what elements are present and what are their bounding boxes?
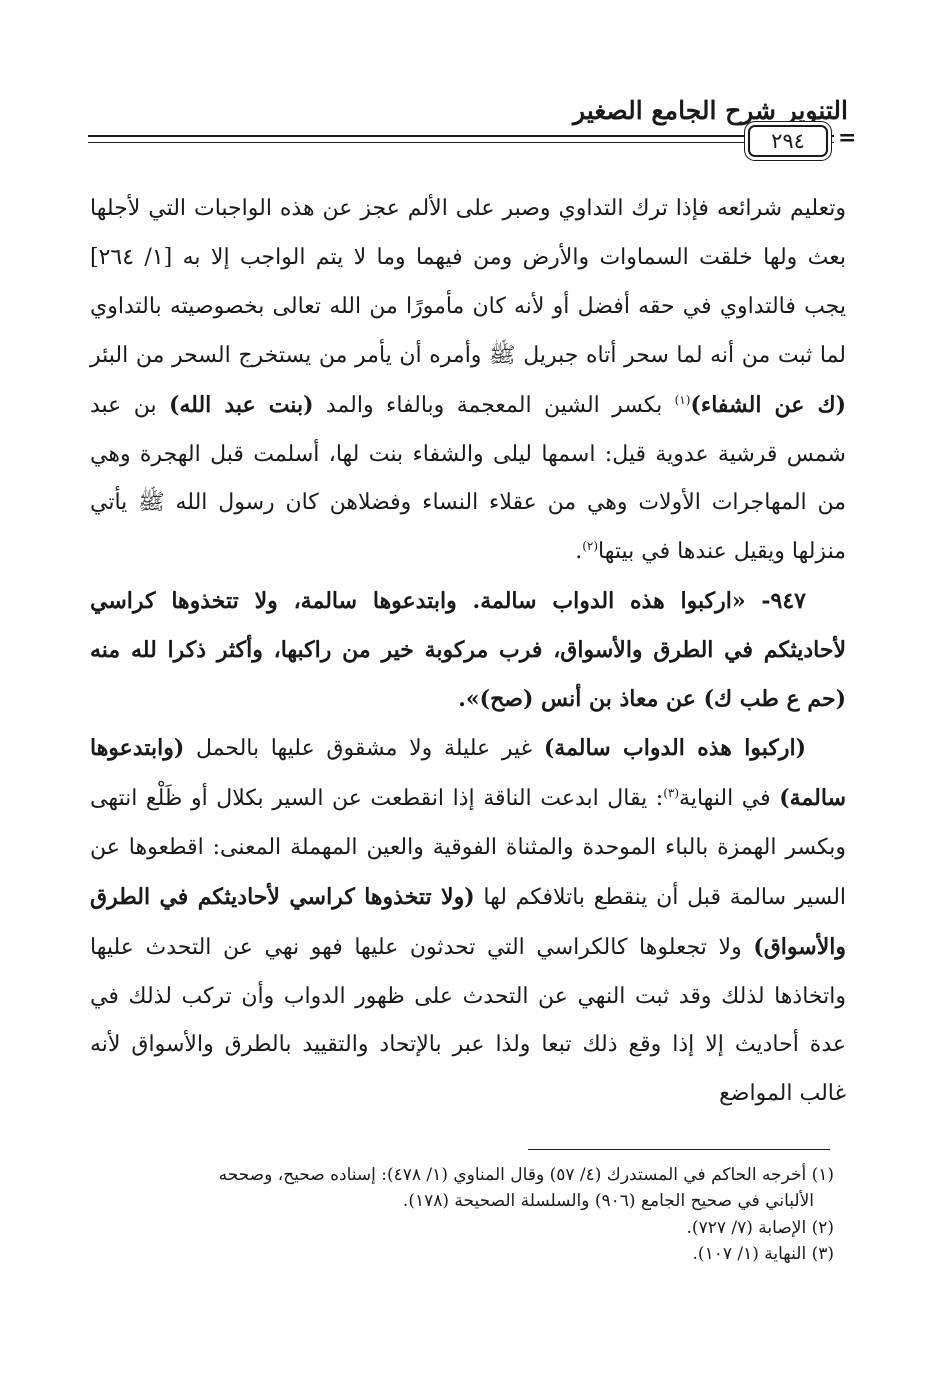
header-rule-thick (88, 135, 848, 137)
hadith-quote: (ولا تتخذوها كراسي لأحاديثكم في الطرق والأسواق) (90, 883, 846, 960)
commentary-paragraph-1 (90, 185, 846, 577)
footnote-marker-2[interactable]: (٢) (582, 539, 599, 554)
text-run: : يقال ابدعت الناقة إذا انقطعت عن السير بكلال أو ظَلْع انتهى وبكسر الهمزة بالباء الموحدة والمثناة الفوقية والعين المهملة المعنى: اقطعوها عن السير سالمة قبل أن ينقطع باتلافكم لها (90, 785, 847, 910)
hadith-quote: (وابتدعوها سالمة) (90, 734, 846, 811)
text-run: بن عبد شمس قرشية عدوية قيل: اسمها ليلى والشفاء بنت لها، أسلمت قبل الهجرة وهي من المهاجرات الأولات وهي من عقلاء النساء وفضلاهن كان رسول الله ﷺ يأتي منزلها ويقيل عندها في بيتها (90, 392, 846, 565)
text-run: بكسر الشين المعجمة وبالفاء والمد (313, 392, 675, 418)
footnote-marker-1[interactable]: (١) (674, 392, 691, 407)
hadith-text: ٩٤٧- «اركبوا هذه الدواب سالمة. وابتدعوها سالمة، ولا تتخذوها كراسي لأحاديثكم في الطرق والأسواق، فرب مركوبة خير من راكبها، وأكثر ذكرا لله منه (حم ع طب ك) عن معاذ بن أنس (صح)». (90, 588, 846, 713)
book-title: التنوير شرح الجامع الصغير (573, 96, 848, 125)
narrator-name: (بنت عبد الله) (168, 391, 314, 418)
footnote-marker-3[interactable]: (٣) (663, 785, 680, 800)
text-run: . (575, 539, 583, 565)
hadith-quote: (اركبوا هذه الدواب سالمة) (543, 734, 806, 761)
main-text (90, 185, 846, 1119)
footnote-1-continuation: الألباني في صحيح الجامع (٩٠٦) والسلسلة الصحيحة (١٧٨). (402, 1191, 814, 1212)
page-number: ٢٩٤ (748, 125, 828, 157)
text-run: ولا تجعلوها كالكراسي التي تحدثون عليها فهو نهي عن التحدث عليها واتخاذها لذلك وقد ثبت النهي عن التحدث على ظهور الدواب وأن تركب لذلك في عدة أحاديث إلا إذا وقع ذلك تبعا ولذا عبر بالإتحاد والتقييد بالطرق والأسواق لأنه غالب المواضع (90, 934, 846, 1107)
text-run: غير عليلة ولا مشقوق عليها بالحمل (184, 735, 544, 761)
commentary-paragraph-2 (90, 724, 846, 1119)
footnotes (90, 1162, 844, 1268)
text-run: وتعليم شرائعه فإذا ترك التداوي وصبر على الألم عجز عن هذه الواجبات التي لأجلها بعث ولها خلقت السماوات والأرض ومن فيهما وما لا يتم الواجب إلا به [١/ ٢٦٤] يجب فالتداوي في حقه أفضل أو لأنه كان مأمورًا من الله تعالى بخصوصيته بالتداوي لما ثبت من أنه لما سحر أتاه جبريل ﷺ وأمره أن يأمر من يستخرج السحر من البئر (90, 196, 847, 368)
footnote-1: (١) أخرجه الحاكم في المستدرك (٤/ ٥٧) وقال المناوي (١/ ٤٧٨): إسناده صحيح، وصححه (218, 1165, 834, 1185)
footnote-3: (٣) النهاية (١/ ١٠٧). (692, 1244, 834, 1265)
text-run: في النهاية (679, 785, 780, 811)
source-reference: (ك عن الشفاء) (690, 391, 846, 418)
header-ornament: = (834, 126, 860, 150)
page-header (88, 96, 857, 156)
footnote-2: (٢) الإصابة (٧/ ٧٢٧). (686, 1217, 834, 1238)
header-rule-thin (88, 142, 848, 143)
footnote-separator (528, 1149, 830, 1150)
